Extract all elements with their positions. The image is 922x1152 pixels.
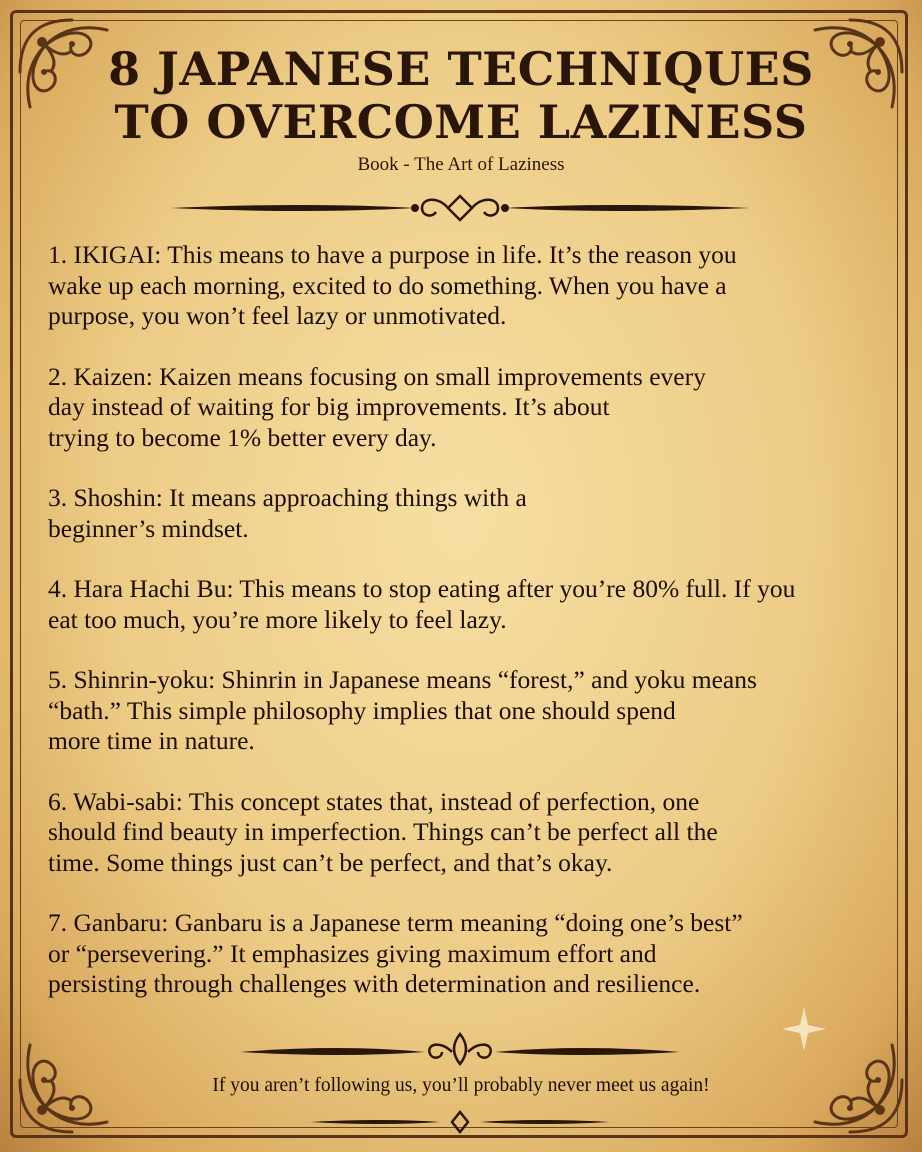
list-item: 6. Wabi-sabi: This concept states that, instead of perfection, one should find beauty in imperfection. Things can’t be perfect all the time. Some things just can’t be perfect, and that’s okay. [48, 786, 718, 877]
page-title-line-2: TO OVERCOME LAZINESS [114, 95, 808, 149]
list-item: 7. Ganbaru: Ganbaru is a Japanese term meaning “doing one’s best” or “persevering.” It emphasizes giving maximum effort and persisting through challenges with determination and resilience. [48, 908, 743, 998]
technique-list [48, 240, 898, 1030]
list-item: 4. Hara Hachi Bu: This means to stop eating after you’re 80% full. If you eat too much, you’re more likely to feel lazy. [48, 574, 796, 634]
list-item: 3. Shoshin: It means approaching things with a beginner’s mindset. [48, 483, 527, 543]
ornamental-divider-icon [230, 1030, 690, 1070]
ornamental-divider-icon [300, 1108, 620, 1136]
list-item: 2. Kaizen: Kaizen means focusing on small improvements every day instead of waiting for big improvements. It’s about trying to become 1% better every day. [48, 361, 706, 452]
footer-note: If you aren’t following us, you’ll probably never meet us again! [212, 1075, 710, 1096]
page-title-line-1: 8 JAPANESE TECHNIQUES [108, 42, 814, 96]
list-item: 1. IKIGAI: This means to have a purpose in life. It’s the reason you wake up each morning, excited to do something. When you have a purpose, you won’t feel lazy or unmotivated. [48, 240, 737, 330]
book-subtitle: Book - The Art of Laziness [357, 154, 565, 175]
ornamental-divider-icon [160, 190, 760, 226]
list-item: 5. Shinrin-yoku: Shinrin in Japanese means “forest,” and yoku means “bath.” This simple philosophy implies that one should spend more time in nature. [48, 665, 757, 755]
sparkle-icon [780, 1005, 828, 1053]
